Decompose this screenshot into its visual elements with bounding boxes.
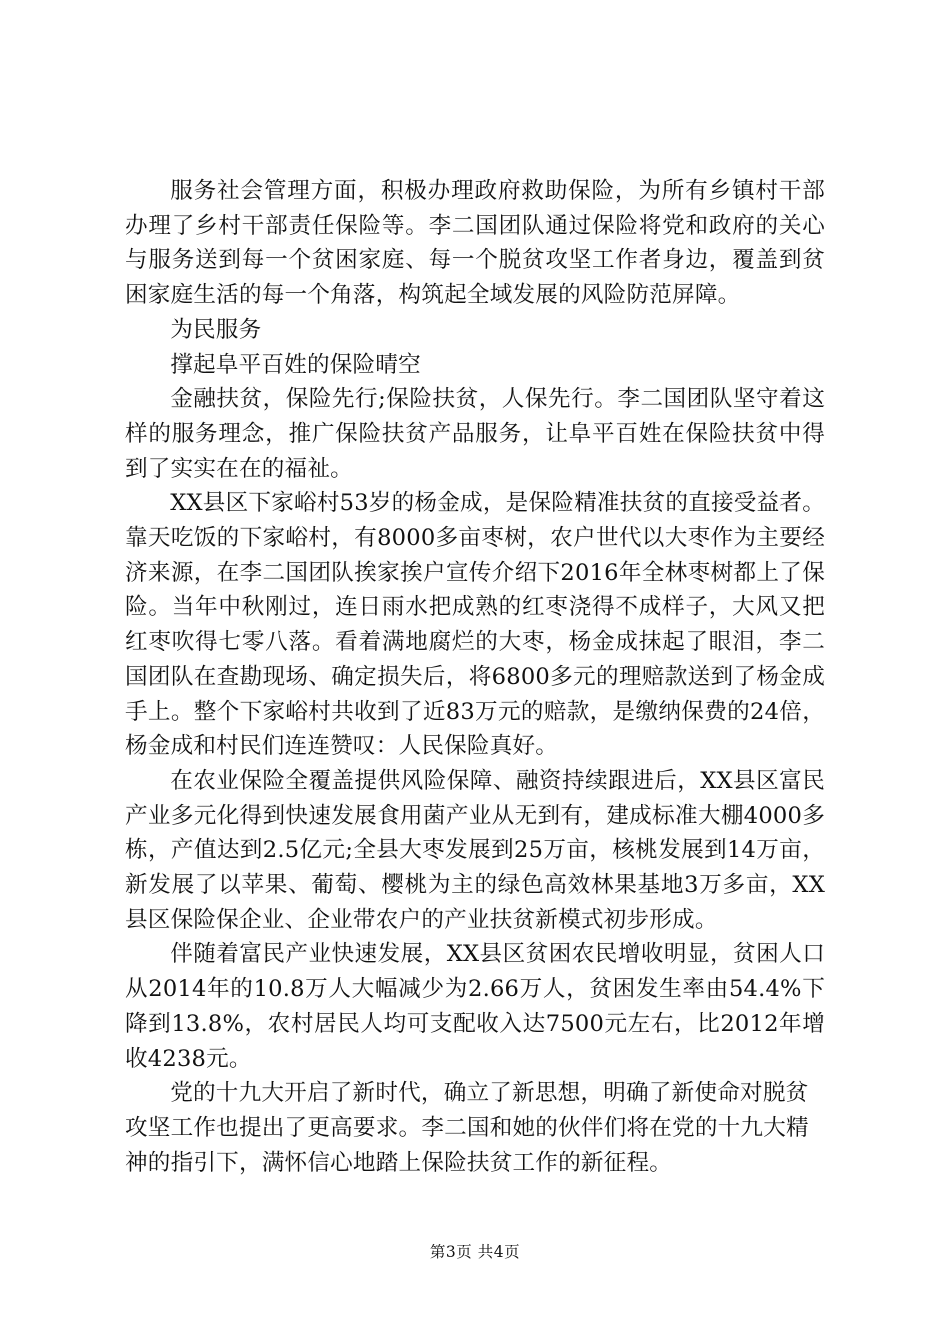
document-body bbox=[125, 174, 825, 1180]
paragraph-social-management: 服务社会管理方面，积极办理政府救助保险，为所有乡镇村干部办理了乡村干部责任保险等。李二国团队通过保险将党和政府的关心与服务送到每一个贫困家庭、每一个脱贫攻坚工作者身边，覆盖到贫困家庭生活的每一个角落，构筑起全域发展的风险防范屏障。 bbox=[125, 178, 825, 309]
page-footer: 第3页 共4页 bbox=[429, 1243, 521, 1261]
paragraph-income-growth: 伴随着富民产业快速发展，XX县区贫困农民增收明显，贫困人口从2014年的10.8万人大幅减少为2.66万人，贫困发生率由54.4%下降到13.8%，农村居民人均可支配收入达7500元左右，比2012年增收4238元。 bbox=[125, 941, 825, 1072]
paragraph-new-era: 党的十九大开启了新时代，确立了新思想，明确了新使命对脱贫攻坚工作也提出了更高要求。李二国和她的伙伴们将在党的十九大精神的指引下，满怀信心地踏上保险扶贫工作的新征程。 bbox=[125, 1080, 809, 1176]
paragraph-yang-jincheng-story: XX县区下家峪村53岁的杨金成，是保险精准扶贫的直接受益者。靠天吃饭的下家峪村，有8000多亩枣树，农户世代以大枣作为主要经济来源，在李二国团队挨家挨户宣传介绍下2016年全林枣树都上了保险。当年中秋刚过，连日雨水把成熟的红枣浇得不成样子，大风又把红枣吹得七零八落。看着满地腐烂的大枣，杨金成抹起了眼泪，李二国团队在查勘现场、确定损失后，将6800多元的理赔款送到了杨金成手上。整个下家峪村共收到了近83万元的赔款，是缴纳保费的24倍，杨金成和村民们连连赞叹：人民保险真好。 bbox=[125, 490, 825, 760]
paragraph-agricultural-insurance: 在农业保险全覆盖提供风险保障、融资持续跟进后，XX县区富民产业多元化得到快速发展食用菌产业从无到有，建成标准大棚4000多栋，产值达到2.5亿元;全县大枣发展到25万亩，核桃发展到14万亩，新发展了以苹果、葡萄、樱桃为主的绿色高效林果基地3万多亩，XX县区保险保企业、企业带农户的产业扶贫新模式初步形成。 bbox=[125, 767, 825, 933]
paragraph-financial-poverty-relief: 金融扶贫，保险先行;保险扶贫，人保先行。李二国团队坚守着这样的服务理念，推广保险扶贫产品服务，让阜平百姓在保险扶贫中得到了实实在在的福祉。 bbox=[125, 386, 825, 482]
section-subheading: 撑起阜平百姓的保险晴空 bbox=[170, 351, 421, 378]
section-heading: 为民服务 bbox=[170, 316, 262, 343]
